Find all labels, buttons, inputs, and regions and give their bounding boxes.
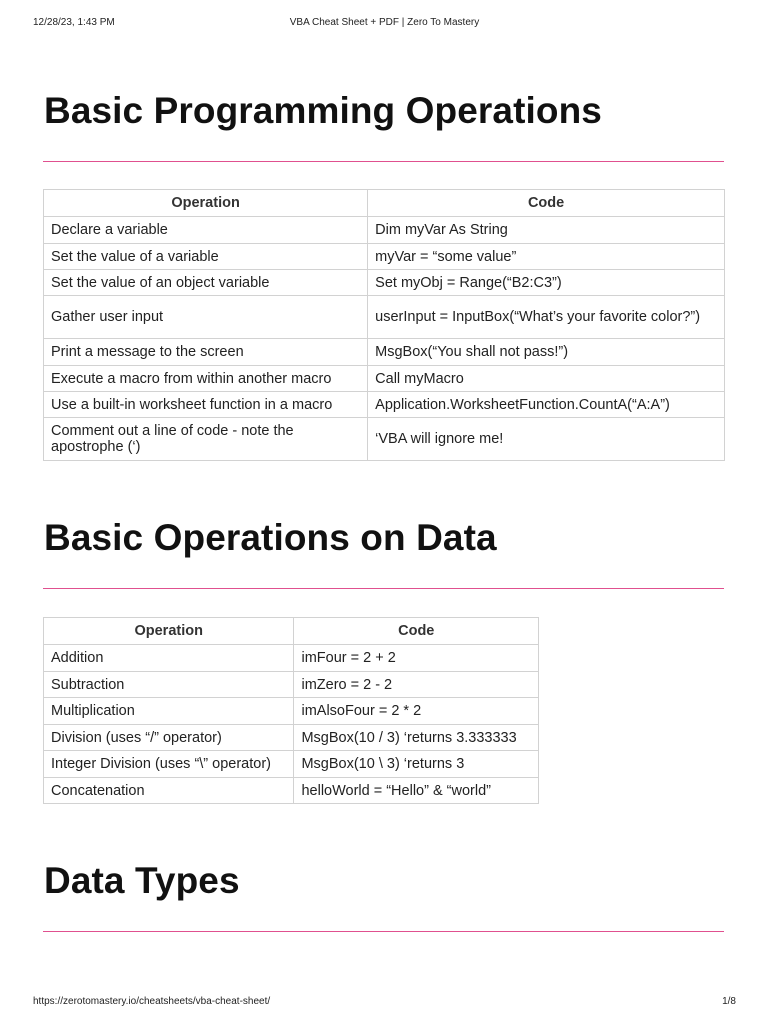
table-row	[44, 270, 725, 296]
code-cell: Set myObj = Range(“B2:C3”)	[368, 270, 725, 296]
print-url: https://zerotomastery.io/cheatsheets/vba-cheat-sheet/	[33, 996, 271, 1007]
section-divider	[43, 161, 724, 162]
table-row	[44, 296, 725, 339]
table-row	[44, 418, 725, 461]
print-datetime: 12/28/23, 1:43 PM	[33, 17, 115, 28]
code-cell: MsgBox(“You shall not pass!”)	[368, 339, 725, 366]
table-row	[44, 217, 725, 244]
table-header-row	[44, 190, 725, 217]
print-header	[33, 17, 736, 31]
section-heading-data-types: Data Types	[44, 860, 240, 901]
section-heading-basic-operations-on-data: Basic Operations on Data	[44, 517, 497, 558]
operation-cell: Comment out a line of code - note the apostrophe (‘)	[44, 418, 368, 461]
code-cell: MsgBox(10 / 3) ‘returns 3.333333	[294, 725, 539, 751]
operation-cell: Division (uses “/” operator)	[44, 725, 294, 751]
operation-cell: Gather user input	[44, 296, 368, 339]
operation-cell: Addition	[44, 645, 294, 672]
table-row	[44, 698, 539, 725]
table-row	[44, 244, 725, 270]
code-cell: helloWorld = “Hello” & “world”	[294, 778, 539, 804]
table-row	[44, 392, 725, 418]
code-cell: imZero = 2 - 2	[294, 672, 539, 698]
table-row	[44, 645, 539, 672]
operation-cell: Subtraction	[44, 672, 294, 698]
operation-cell: Set the value of an object variable	[44, 270, 368, 296]
table-header-row	[44, 618, 539, 645]
table-row	[44, 778, 539, 804]
code-cell: ‘VBA will ignore me!	[368, 418, 725, 461]
operation-cell: Set the value of a variable	[44, 244, 368, 270]
table-row	[44, 725, 539, 751]
column-header-operation: Operation	[44, 190, 368, 217]
section-divider	[43, 588, 724, 589]
print-page-title: VBA Cheat Sheet + PDF | Zero To Mastery	[289, 17, 480, 28]
column-header-code: Code	[368, 190, 725, 217]
code-cell: Application.WorksheetFunction.CountA(“A:A”)	[368, 392, 725, 418]
code-cell: myVar = “some value”	[368, 244, 725, 270]
column-header-operation: Operation	[44, 618, 294, 645]
code-cell: imFour = 2 + 2	[294, 645, 539, 672]
table-row	[44, 366, 725, 392]
code-cell: Dim myVar As String	[368, 217, 725, 244]
operation-cell: Multiplication	[44, 698, 294, 725]
operation-cell: Integer Division (uses “\” operator)	[44, 751, 294, 778]
code-cell: Call myMacro	[368, 366, 725, 392]
operation-cell: Concatenation	[44, 778, 294, 804]
operation-cell: Execute a macro from within another macro	[44, 366, 368, 392]
column-header-code: Code	[294, 618, 539, 645]
basic-operations-on-data-table	[43, 617, 539, 804]
page-number: 1/8	[722, 996, 736, 1007]
basic-programming-operations-table	[43, 189, 725, 461]
section-divider	[43, 931, 724, 932]
table-row	[44, 672, 539, 698]
operation-cell: Use a built-in worksheet function in a macro	[44, 392, 368, 418]
operation-cell: Print a message to the screen	[44, 339, 368, 366]
code-cell: MsgBox(10 \ 3) ‘returns 3	[294, 751, 539, 778]
code-cell: userInput = InputBox(“What’s your favorite color?”)	[368, 296, 725, 339]
operation-cell: Declare a variable	[44, 217, 368, 244]
table-row	[44, 339, 725, 366]
section-heading-basic-programming-operations: Basic Programming Operations	[44, 90, 602, 131]
code-cell: imAlsoFour = 2 * 2	[294, 698, 539, 725]
print-footer	[33, 996, 736, 1010]
table-row	[44, 751, 539, 778]
